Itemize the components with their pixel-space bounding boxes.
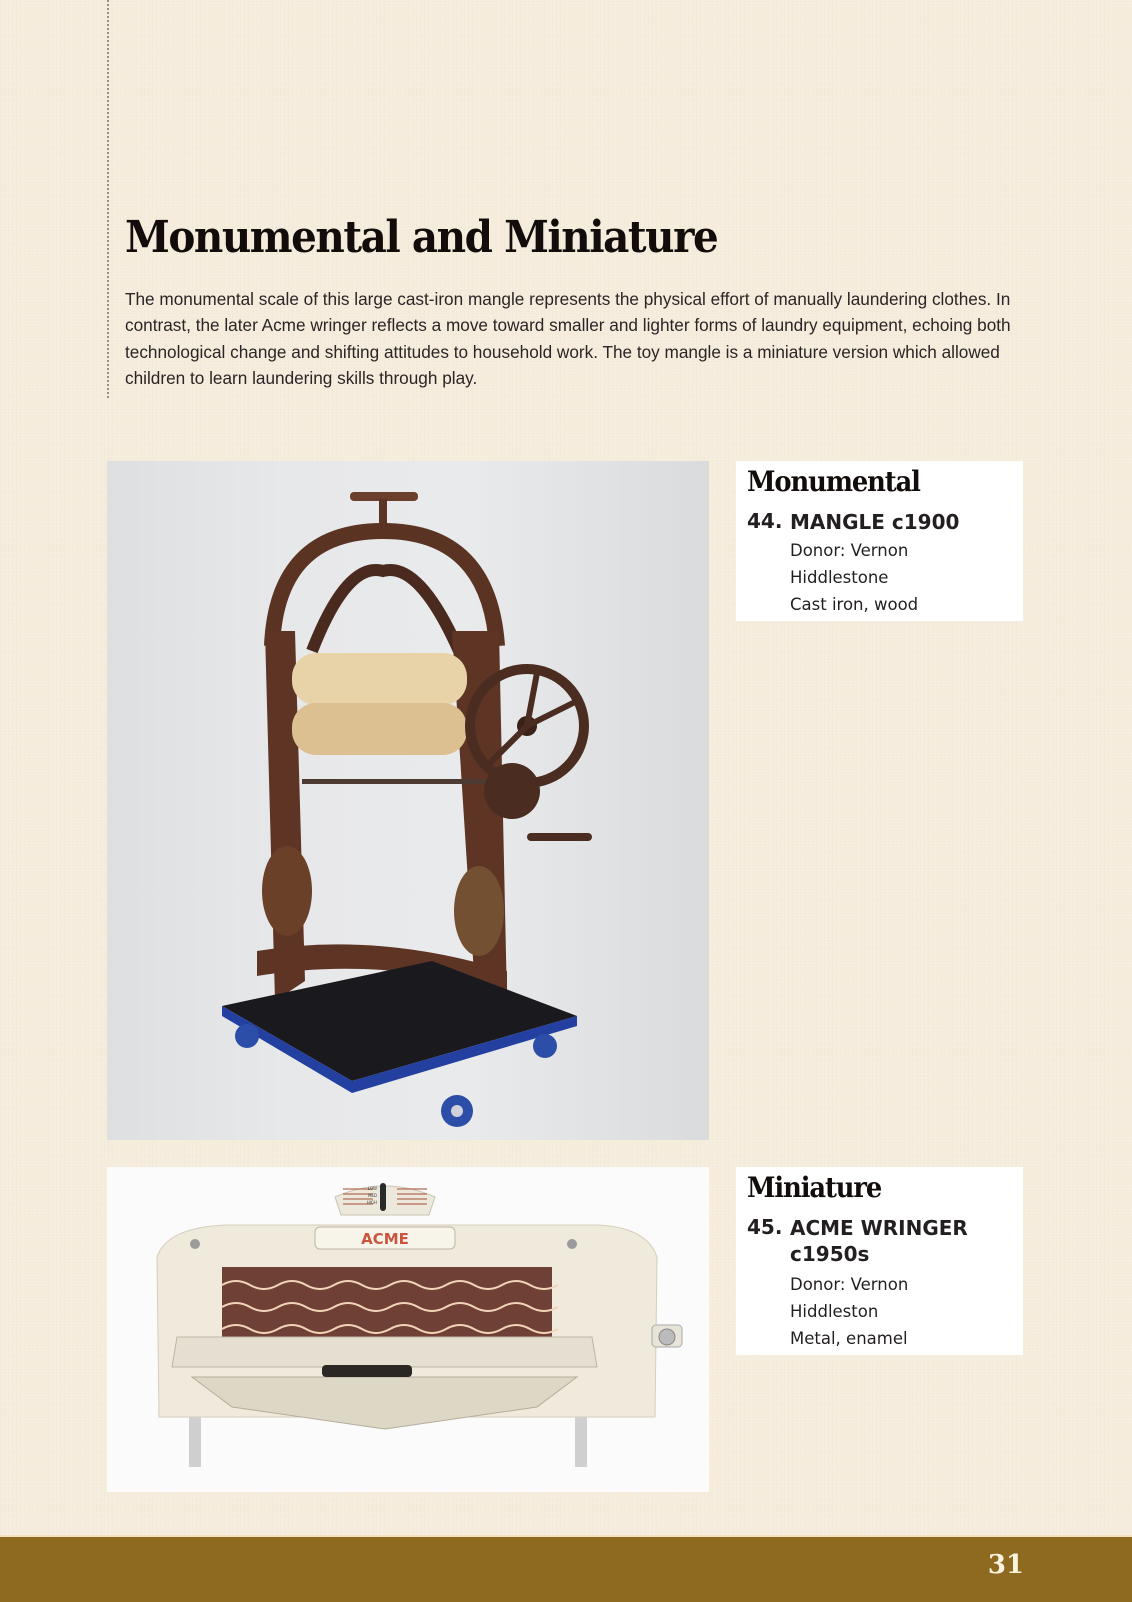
donor-name: Hiddlestone	[790, 568, 889, 587]
intro-paragraph: The monumental scale of this large cast-iron mangle represents the physical effort of manually laundering clothes. In contrast, the later Acme wringer reflects a move toward smaller and lighter forms of laundry equipment, echoing both technological change and shifting attitudes to household work. The toy mangle is a miniature version which allowed children to learn laundering skills through play.	[125, 289, 1011, 389]
mangle-photo	[107, 461, 709, 1140]
svg-text:LOW: LOW	[367, 1186, 377, 1191]
wringer-illustration	[107, 1167, 709, 1492]
item-number: 44.	[747, 509, 783, 533]
item-number: 45.	[747, 1215, 783, 1239]
category-heading-miniature: Miniature	[747, 1171, 882, 1204]
item-card-wringer	[736, 1167, 1023, 1355]
item-card-mangle	[736, 461, 1023, 621]
svg-text:MED: MED	[367, 1193, 377, 1198]
donor-name: Hiddleston	[790, 1302, 879, 1321]
item-donor	[790, 537, 1010, 618]
donor-line: Donor: Vernon	[790, 1275, 909, 1294]
mangle-illustration	[107, 461, 709, 1140]
item-donor	[790, 1271, 1010, 1352]
page-number: 31	[987, 1550, 1024, 1580]
wringer-photo	[107, 1167, 709, 1492]
item-title-date: c1950s	[790, 1242, 870, 1266]
donor-line: Donor: Vernon	[790, 541, 909, 560]
page-title: Monumental and Miniature	[125, 212, 718, 263]
svg-text:HIGH: HIGH	[366, 1200, 377, 1205]
acme-brand-label: ACME	[361, 1230, 409, 1248]
category-heading-monumental: Monumental	[747, 465, 920, 498]
page-footer-bar	[0, 1535, 1132, 1602]
item-materials: Cast iron, wood	[790, 595, 919, 614]
item-title	[790, 1215, 1010, 1267]
item-title: MANGLE c1900	[790, 510, 960, 534]
dotted-margin-rule	[107, 0, 109, 398]
item-title-line: ACME WRINGER	[790, 1216, 968, 1240]
item-materials: Metal, enamel	[790, 1329, 908, 1348]
